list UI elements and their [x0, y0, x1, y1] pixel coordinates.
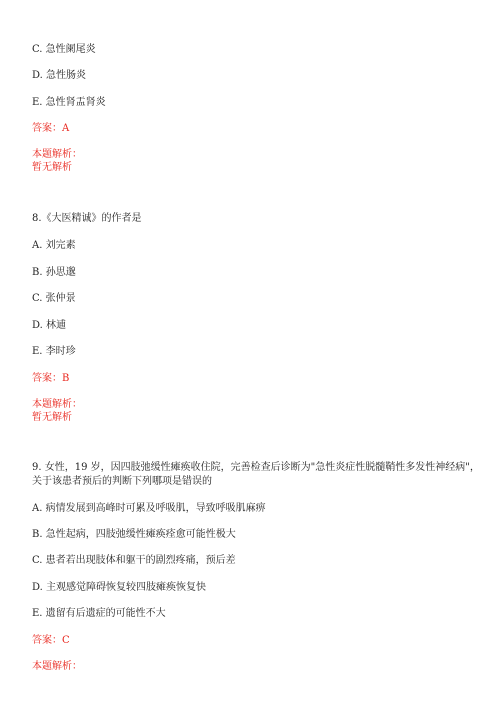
q9-option-e: E. 遗留有后遗症的可能性不大	[32, 608, 166, 619]
q8-option-b: B. 孙思邈	[32, 267, 76, 278]
q8-analysis-label: 本题解析：	[32, 399, 82, 410]
q9-analysis-label: 本题解析：	[32, 661, 82, 672]
q7-analysis-text: 暂无解析	[32, 162, 72, 173]
q9-option-a: A. 病情发展到高峰时可累及呼吸肌，导致呼吸肌麻痹	[32, 503, 266, 514]
q7-option-d: D. 急性肠炎	[32, 70, 87, 81]
q8-option-c: C. 张仲景	[32, 293, 76, 304]
q9-answer: 答案：C	[32, 635, 70, 646]
q8-option-e: E. 李时珍	[32, 346, 76, 357]
q9-option-c: C. 患者若出现肢体和躯干的剧烈疼痛，预后差	[32, 555, 236, 566]
q7-option-e: E. 急性肾盂肾炎	[32, 97, 106, 108]
q9-stem-line1: 9. 女性，19 岁，因四肢弛缓性瘫痪收住院，完善检查后诊断为"急性炎症性脱髓鞘性多发性神经病"，	[32, 462, 480, 473]
q8-analysis-text: 暂无解析	[32, 412, 72, 423]
q9-option-d: D. 主观感觉障碍恢复较四肢瘫痪恢复快	[32, 582, 207, 593]
q8-option-d: D. 林逋	[32, 320, 67, 331]
q7-answer: 答案：A	[32, 123, 70, 134]
q7-option-c: C. 急性阑尾炎	[32, 44, 96, 55]
q9-stem-line2: 关于该患者预后的判断下列哪项是错误的	[32, 476, 212, 487]
q8-option-a: A. 刘完素	[32, 240, 76, 251]
q7-analysis-label: 本题解析：	[32, 149, 82, 160]
q9-option-b: B. 急性起病，四肢弛缓性瘫痪痊愈可能性极大	[32, 529, 236, 540]
q8-answer: 答案：B	[32, 373, 70, 384]
q8-stem: 8.《大医精诚》的作者是	[32, 213, 142, 224]
